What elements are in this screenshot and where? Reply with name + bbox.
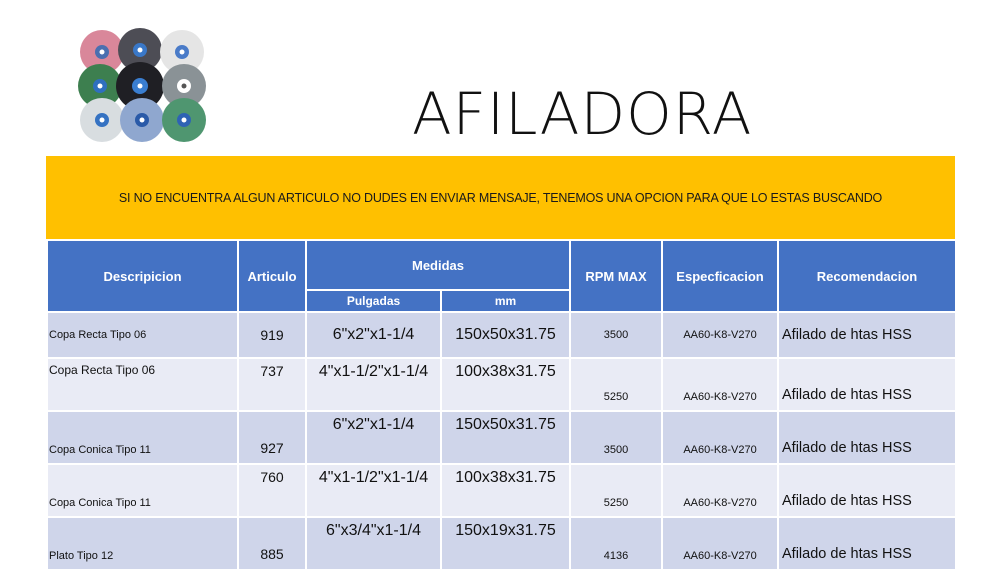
- cell-rpm: 5250: [570, 464, 662, 517]
- cell-rpm: 5250: [570, 358, 662, 411]
- cell-mm: 150x50x31.75: [441, 312, 570, 358]
- header-medidas: Medidas: [306, 240, 570, 290]
- cell-articulo: 885: [238, 517, 306, 570]
- cell-descripcion: Plato Tipo 12: [47, 517, 238, 570]
- cell-mm: 100x38x31.75: [441, 358, 570, 411]
- grinding-wheels-logo: [74, 28, 214, 144]
- cell-especificacion: AA60-K8-V270: [662, 312, 778, 358]
- cell-pulgadas: 6"x3/4"x1-1/4: [306, 517, 441, 570]
- cell-recomendacion: Afilado de htas HSS: [778, 358, 956, 411]
- cell-pulgadas: 6"x2"x1-1/4: [306, 312, 441, 358]
- table-row: [47, 411, 956, 464]
- cell-especificacion: AA60-K8-V270: [662, 517, 778, 570]
- notice-banner: [46, 156, 955, 239]
- notice-text: SI NO ENCUENTRA ALGUN ARTICULO NO DUDES EN ENVIAR MENSAJE, TENEMOS UNA OPCION PARA QUE LO ESTAS BUSCANDO: [118, 190, 883, 205]
- cell-especificacion: AA60-K8-V270: [662, 411, 778, 464]
- cell-descripcion: Copa Conica Tipo 11: [47, 464, 238, 517]
- cell-recomendacion: Afilado de htas HSS: [778, 464, 956, 517]
- table-row: [47, 464, 956, 517]
- header-rpm: RPM MAX: [570, 240, 662, 312]
- wheel-icon: [162, 98, 206, 142]
- table-row: [47, 517, 956, 570]
- cell-especificacion: AA60-K8-V270: [662, 464, 778, 517]
- cell-pulgadas: 4"x1-1/2"x1-1/4: [306, 358, 441, 411]
- cell-descripcion: Copa Conica Tipo 11: [47, 411, 238, 464]
- header-recomendacion: Recomendacion: [778, 240, 956, 312]
- cell-articulo: 927: [238, 411, 306, 464]
- products-table: [46, 239, 957, 571]
- cell-articulo: 737: [238, 358, 306, 411]
- cell-mm: 100x38x31.75: [441, 464, 570, 517]
- header-mm: mm: [441, 290, 570, 312]
- cell-recomendacion: Afilado de htas HSS: [778, 411, 956, 464]
- header-pulgadas: Pulgadas: [306, 290, 441, 312]
- cell-recomendacion: Afilado de htas HSS: [778, 517, 956, 570]
- header-articulo: Articulo: [238, 240, 306, 312]
- table-row: [47, 312, 956, 358]
- cell-recomendacion: Afilado de htas HSS: [778, 312, 956, 358]
- cell-rpm: 3500: [570, 411, 662, 464]
- cell-descripcion: Copa Recta Tipo 06: [47, 312, 238, 358]
- cell-especificacion: AA60-K8-V270: [662, 358, 778, 411]
- cell-articulo: 919: [238, 312, 306, 358]
- cell-rpm: 3500: [570, 312, 662, 358]
- cell-pulgadas: 6"x2"x1-1/4: [306, 411, 441, 464]
- cell-mm: 150x50x31.75: [441, 411, 570, 464]
- cell-rpm: 4136: [570, 517, 662, 570]
- cell-articulo: 760: [238, 464, 306, 517]
- header-especificacion: Especficacion: [662, 240, 778, 312]
- table-row: [47, 358, 956, 411]
- page-title: AFILADORA: [412, 80, 753, 148]
- cell-pulgadas: 4"x1-1/2"x1-1/4: [306, 464, 441, 517]
- wheel-icon: [80, 98, 124, 142]
- cell-descripcion: Copa Recta Tipo 06: [47, 358, 238, 411]
- cell-mm: 150x19x31.75: [441, 517, 570, 570]
- header-descripcion: Descripicion: [47, 240, 238, 312]
- wheel-icon: [120, 98, 164, 142]
